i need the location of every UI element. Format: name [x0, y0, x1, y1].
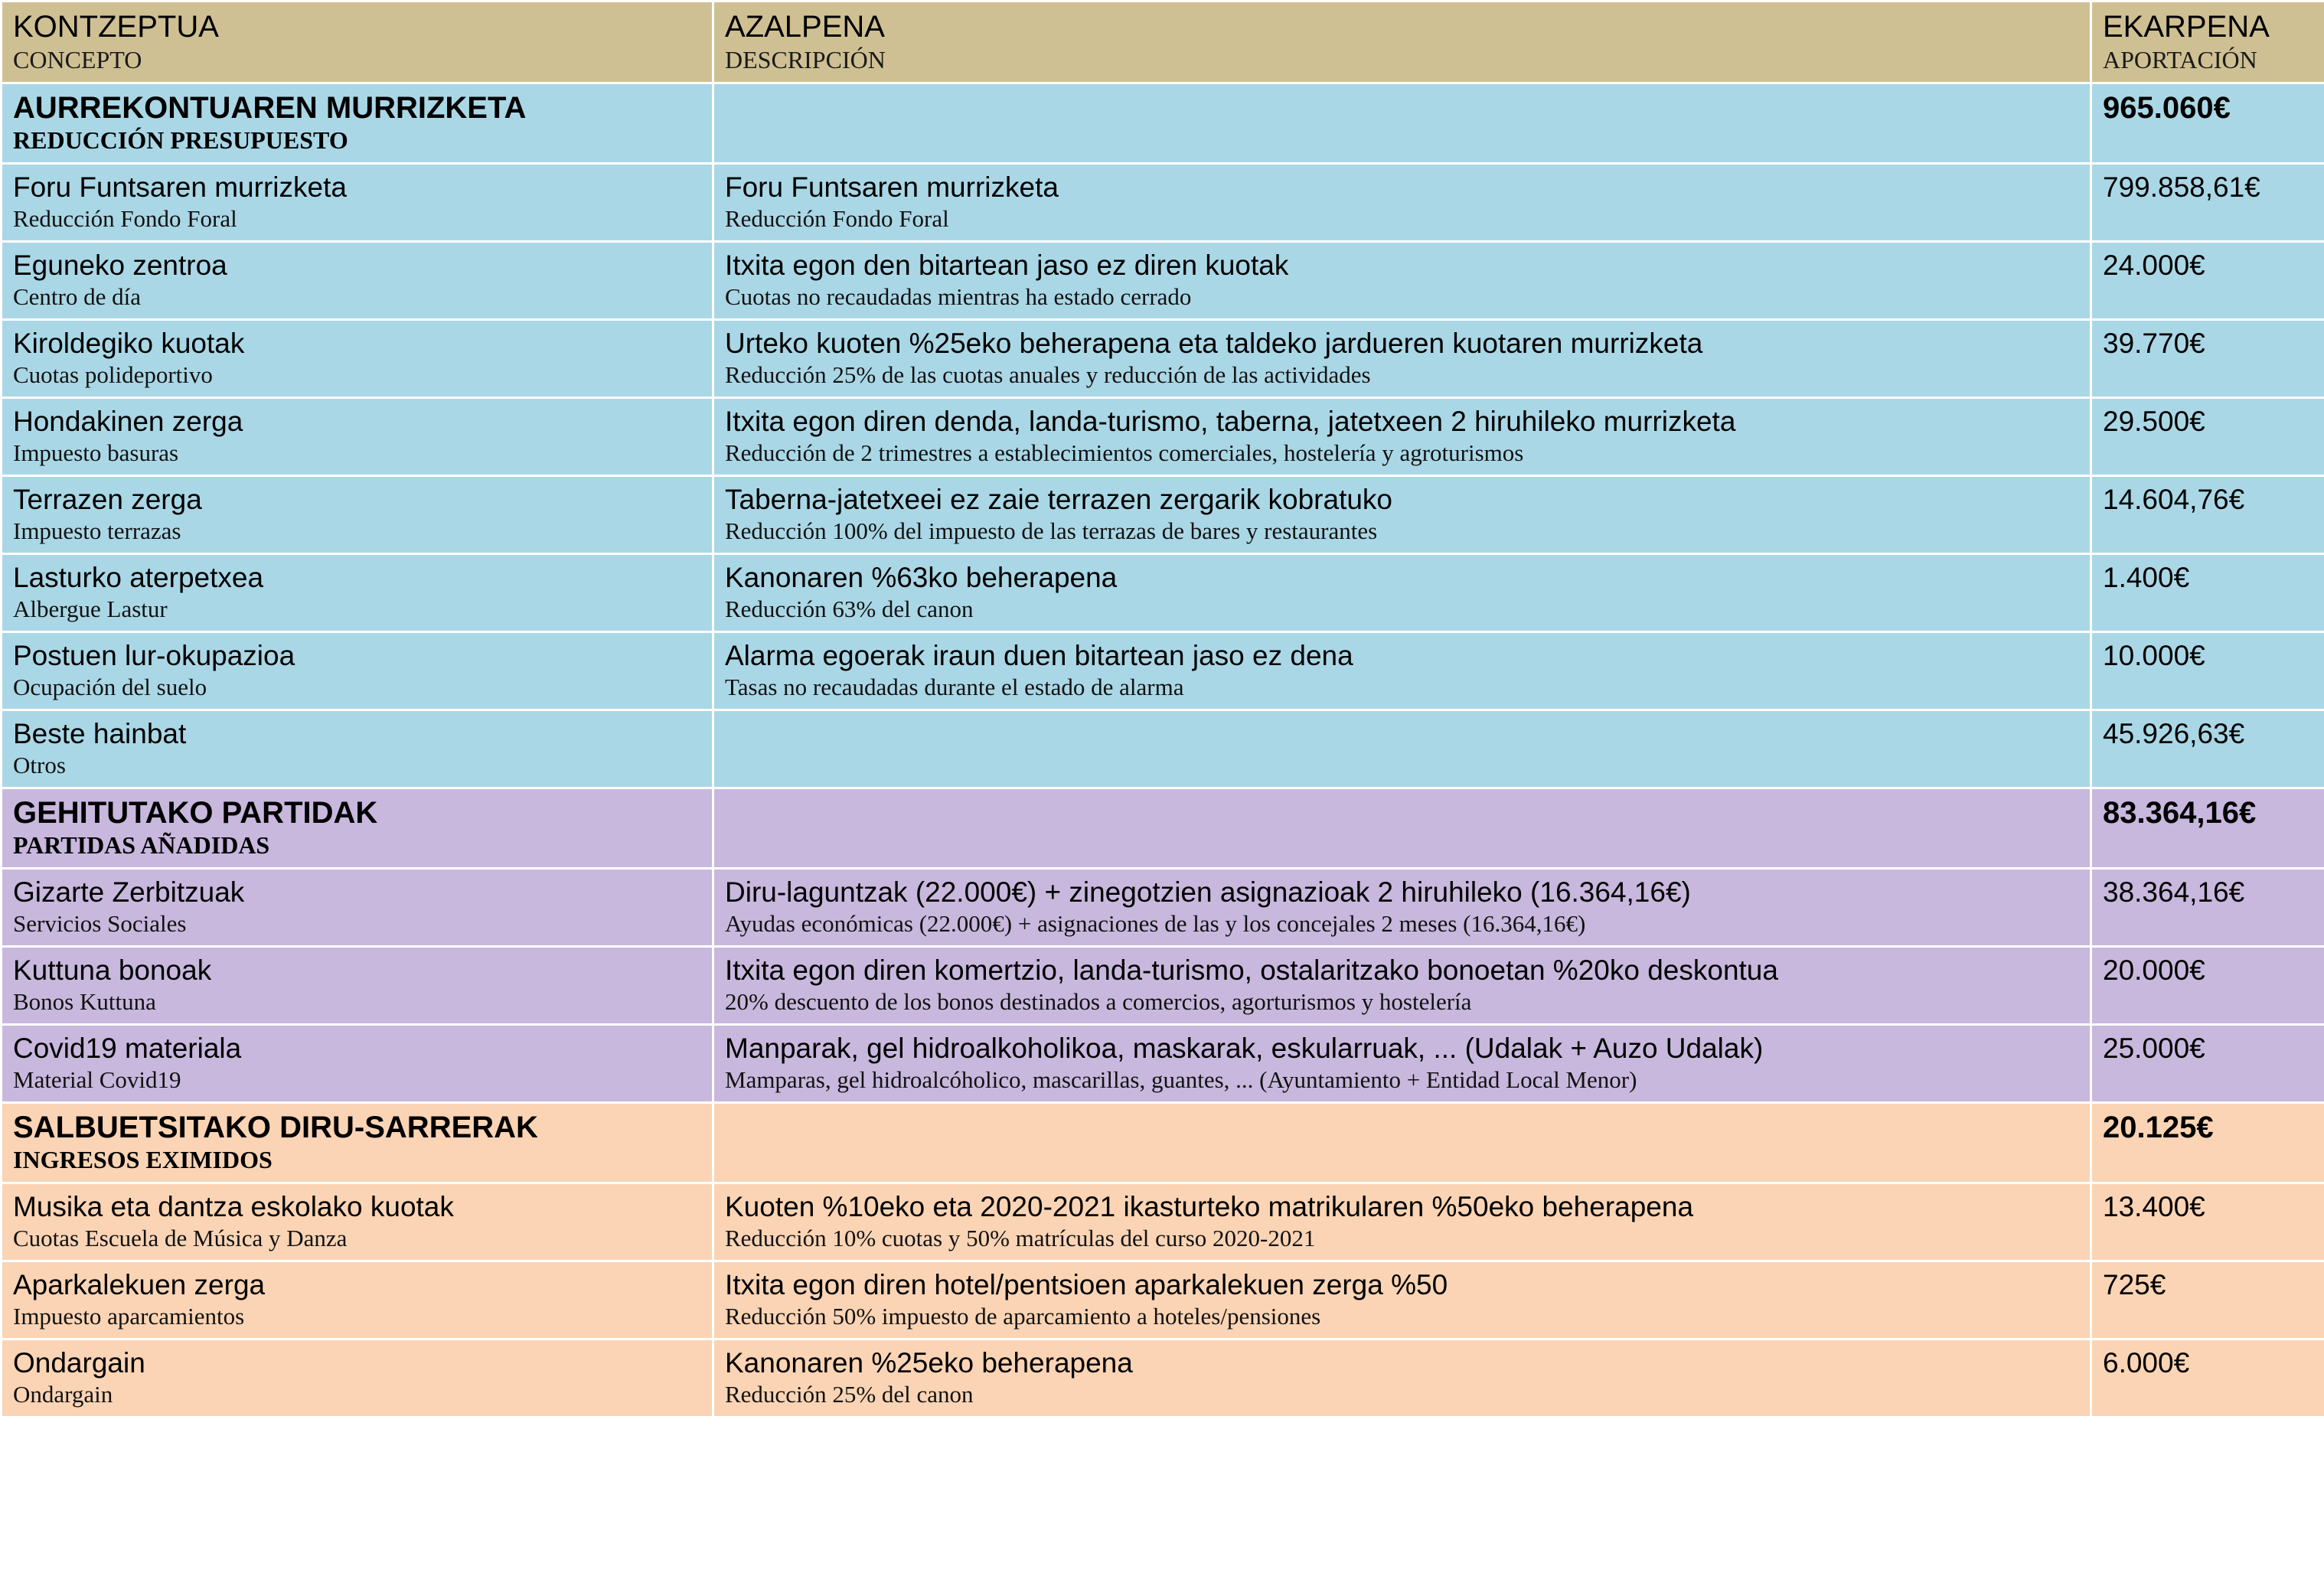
section-title-row	[2, 83, 2324, 164]
header-contribution-es: APORTACIÓN	[2103, 46, 2257, 73]
table-row	[2, 1339, 2324, 1418]
description-eu: Kuoten %10eko eta 2020-2021 ikasturteko matrikularen %50eko beherapena	[725, 1191, 1694, 1222]
row-description	[713, 947, 2091, 1025]
section-total: 20.125€	[2103, 1111, 2214, 1144]
concept-es: Impuesto terrazas	[13, 517, 181, 544]
section-title-spacer	[713, 788, 2091, 869]
row-description	[713, 164, 2091, 242]
concept-es: Impuesto aparcamientos	[13, 1303, 245, 1330]
section-title-spacer	[713, 1103, 2091, 1183]
header-concept-eu: KONTZEPTUA	[13, 10, 219, 44]
section-title-row	[2, 1103, 2324, 1183]
concept-eu: Foru Funtsaren murrizketa	[13, 171, 347, 203]
amount-value: 10.000€	[2103, 640, 2205, 671]
amount-value: 24.000€	[2103, 250, 2205, 281]
header-cell-description	[713, 2, 2091, 83]
row-description	[713, 320, 2091, 398]
description-es: Reducción Fondo Foral	[725, 205, 949, 232]
row-description	[713, 632, 2091, 710]
row-concept	[2, 320, 713, 398]
row-amount	[2091, 869, 2324, 947]
concept-es: Centro de día	[13, 283, 142, 310]
concept-es: Otros	[13, 752, 66, 778]
section-title-row	[2, 788, 2324, 869]
row-description	[713, 242, 2091, 320]
section-title-cell	[2, 788, 713, 869]
section-title-spacer	[713, 83, 2091, 164]
row-amount	[2091, 476, 2324, 554]
concept-eu: Eguneko zentroa	[13, 250, 227, 281]
row-concept	[2, 1261, 713, 1339]
section-total: 83.364,16€	[2103, 796, 2257, 830]
section-title-es: PARTIDAS AÑADIDAS	[13, 831, 270, 859]
section-total-cell	[2091, 1103, 2324, 1183]
description-es: Cuotas no recaudadas mientras ha estado cerrado	[725, 283, 1192, 310]
concept-es: Ocupación del suelo	[13, 674, 207, 700]
section-total: 965.060€	[2103, 91, 2231, 125]
table-row	[2, 869, 2324, 947]
description-es: Reducción 100% del impuesto de las terrazas de bares y restaurantes	[725, 517, 1378, 544]
concept-eu: Lasturko aterpetxea	[13, 562, 264, 593]
amount-value: 14.604,76€	[2103, 484, 2245, 515]
row-description	[713, 1261, 2091, 1339]
row-description	[713, 554, 2091, 632]
amount-value: 1.400€	[2103, 562, 2190, 593]
concept-es: Ondargain	[13, 1381, 113, 1408]
table-row	[2, 1261, 2324, 1339]
row-description	[713, 710, 2091, 788]
concept-es: Bonos Kuttuna	[13, 988, 156, 1015]
concept-es: Cuotas Escuela de Música y Danza	[13, 1225, 348, 1251]
section-total-cell	[2091, 83, 2324, 164]
row-description	[713, 1025, 2091, 1103]
description-es: 20% descuento de los bonos destinados a comercios, agorturismos y hostelería	[725, 988, 1472, 1015]
description-eu: Itxita egon diren denda, landa-turismo, taberna, jatetxeen 2 hiruhileko murrizketa	[725, 406, 1736, 437]
concept-eu: Covid19 materiala	[13, 1033, 242, 1064]
table-row	[2, 1183, 2324, 1261]
row-description	[713, 1339, 2091, 1418]
row-concept	[2, 398, 713, 476]
concept-eu: Postuen lur-okupazioa	[13, 640, 295, 671]
concept-eu: Musika eta dantza eskolako kuotak	[13, 1191, 454, 1222]
description-es: Mamparas, gel hidroalcóholico, mascarillas, guantes, ... (Ayuntamiento + Entidad Local Menor)	[725, 1066, 1637, 1093]
description-eu: Foru Funtsaren murrizketa	[725, 171, 1059, 203]
description-eu: Itxita egon den bitartean jaso ez diren kuotak	[725, 250, 1289, 281]
concept-es: Cuotas polideportivo	[13, 361, 213, 388]
concept-eu: Gizarte Zerbitzuak	[13, 876, 245, 908]
row-concept	[2, 1339, 713, 1418]
table-row	[2, 164, 2324, 242]
description-eu: Taberna-jatetxeei ez zaie terrazen zergarik kobratuko	[725, 484, 1393, 515]
description-eu: Itxita egon diren komertzio, landa-turismo, ostalaritzako bonoetan %20ko deskontua	[725, 954, 1778, 986]
description-eu: Diru-laguntzak (22.000€) + zinegotzien asignazioak 2 hiruhileko (16.364,16€)	[725, 876, 1691, 908]
row-amount	[2091, 1339, 2324, 1418]
section-total-cell	[2091, 788, 2324, 869]
row-amount	[2091, 398, 2324, 476]
table-row	[2, 632, 2324, 710]
concept-eu: Beste hainbat	[13, 718, 187, 749]
row-description	[713, 476, 2091, 554]
concept-eu: Kiroldegiko kuotak	[13, 328, 245, 359]
row-concept	[2, 554, 713, 632]
concept-es: Material Covid19	[13, 1066, 181, 1093]
section-title-es: REDUCCIÓN PRESUPUESTO	[13, 126, 348, 154]
section-title-cell	[2, 83, 713, 164]
concept-es: Reducción Fondo Foral	[13, 205, 237, 232]
table-row	[2, 320, 2324, 398]
section-title-eu: GEHITUTAKO PARTIDAK	[13, 796, 378, 830]
concept-eu: Hondakinen zerga	[13, 406, 243, 437]
row-amount	[2091, 320, 2324, 398]
header-cell-contribution	[2091, 2, 2324, 83]
row-concept	[2, 242, 713, 320]
section-title-cell	[2, 1103, 713, 1183]
header-contribution-eu: EKARPENA	[2103, 10, 2270, 44]
description-eu: Kanonaren %25eko beherapena	[725, 1347, 1133, 1379]
header-cell-concept	[2, 2, 713, 83]
amount-value: 799.858,61€	[2103, 171, 2260, 203]
section-title-eu: SALBUETSITAKO DIRU-SARRERAK	[13, 1111, 538, 1144]
table-row	[2, 947, 2324, 1025]
concept-eu: Terrazen zerga	[13, 484, 202, 515]
table-row	[2, 710, 2324, 788]
amount-value: 39.770€	[2103, 328, 2205, 359]
table-row	[2, 476, 2324, 554]
description-es: Reducción 63% del canon	[725, 595, 974, 622]
description-es	[725, 751, 2079, 779]
table-body	[2, 2, 2324, 1418]
row-concept	[2, 164, 713, 242]
row-description	[713, 869, 2091, 947]
description-es: Tasas no recaudadas durante el estado de alarma	[725, 674, 1184, 700]
row-concept	[2, 1025, 713, 1103]
concept-es: Servicios Sociales	[13, 910, 187, 937]
amount-value: 38.364,16€	[2103, 876, 2245, 908]
amount-value: 45.926,63€	[2103, 718, 2245, 749]
concept-es: Impuesto basuras	[13, 439, 179, 466]
row-amount	[2091, 554, 2324, 632]
row-concept	[2, 1183, 713, 1261]
amount-value: 13.400€	[2103, 1191, 2205, 1222]
description-eu: Kanonaren %63ko beherapena	[725, 562, 1118, 593]
concept-eu: Ondargain	[13, 1347, 145, 1379]
description-eu	[725, 717, 2079, 751]
description-es: Reducción 10% cuotas y 50% matrículas del curso 2020-2021	[725, 1225, 1316, 1251]
description-es: Ayudas económicas (22.000€) + asignaciones de las y los concejales 2 meses (16.364,16€)	[725, 910, 1586, 937]
row-concept	[2, 710, 713, 788]
row-amount	[2091, 710, 2324, 788]
row-amount	[2091, 947, 2324, 1025]
amount-value: 25.000€	[2103, 1033, 2205, 1064]
header-description-es: DESCRIPCIÓN	[725, 46, 886, 73]
table-row	[2, 554, 2324, 632]
row-amount	[2091, 1025, 2324, 1103]
amount-value: 725€	[2103, 1269, 2166, 1300]
description-es: Reducción 25% del canon	[725, 1381, 974, 1408]
row-description	[713, 1183, 2091, 1261]
description-es: Reducción 25% de las cuotas anuales y reducción de las actividades	[725, 361, 1371, 388]
row-description	[713, 398, 2091, 476]
amount-value: 20.000€	[2103, 954, 2205, 986]
description-es: Reducción 50% impuesto de aparcamiento a hoteles/pensiones	[725, 1303, 1321, 1330]
concept-eu: Kuttuna bonoak	[13, 954, 212, 986]
row-amount	[2091, 164, 2324, 242]
row-amount	[2091, 632, 2324, 710]
table-header-row	[2, 2, 2324, 83]
table-row	[2, 242, 2324, 320]
row-amount	[2091, 1261, 2324, 1339]
row-concept	[2, 947, 713, 1025]
header-description-eu: AZALPENA	[725, 10, 885, 44]
description-eu: Manparak, gel hidroalkoholikoa, maskarak, eskularruak, ... (Udalak + Auzo Udalak)	[725, 1033, 1764, 1064]
header-concept-es: CONCEPTO	[13, 46, 142, 73]
concept-es: Albergue Lastur	[13, 595, 168, 622]
section-title-eu: AURREKONTUAREN MURRIZKETA	[13, 91, 527, 125]
description-es: Reducción de 2 trimestres a establecimientos comerciales, hostelería y agroturismos	[725, 439, 1524, 466]
amount-value: 29.500€	[2103, 406, 2205, 437]
table-row	[2, 1025, 2324, 1103]
description-eu: Alarma egoerak iraun duen bitartean jaso ez dena	[725, 640, 1353, 671]
row-concept	[2, 632, 713, 710]
table-row	[2, 398, 2324, 476]
row-amount	[2091, 242, 2324, 320]
description-eu: Urteko kuoten %25eko beherapena eta taldeko jardueren kuotaren murrizketa	[725, 328, 1703, 359]
concept-eu: Aparkalekuen zerga	[13, 1269, 266, 1300]
row-concept	[2, 476, 713, 554]
row-concept	[2, 869, 713, 947]
row-amount	[2091, 1183, 2324, 1261]
amount-value: 6.000€	[2103, 1347, 2190, 1379]
description-eu: Itxita egon diren hotel/pentsioen aparkalekuen zerga %50	[725, 1269, 1448, 1300]
section-title-es: INGRESOS EXIMIDOS	[13, 1146, 273, 1173]
